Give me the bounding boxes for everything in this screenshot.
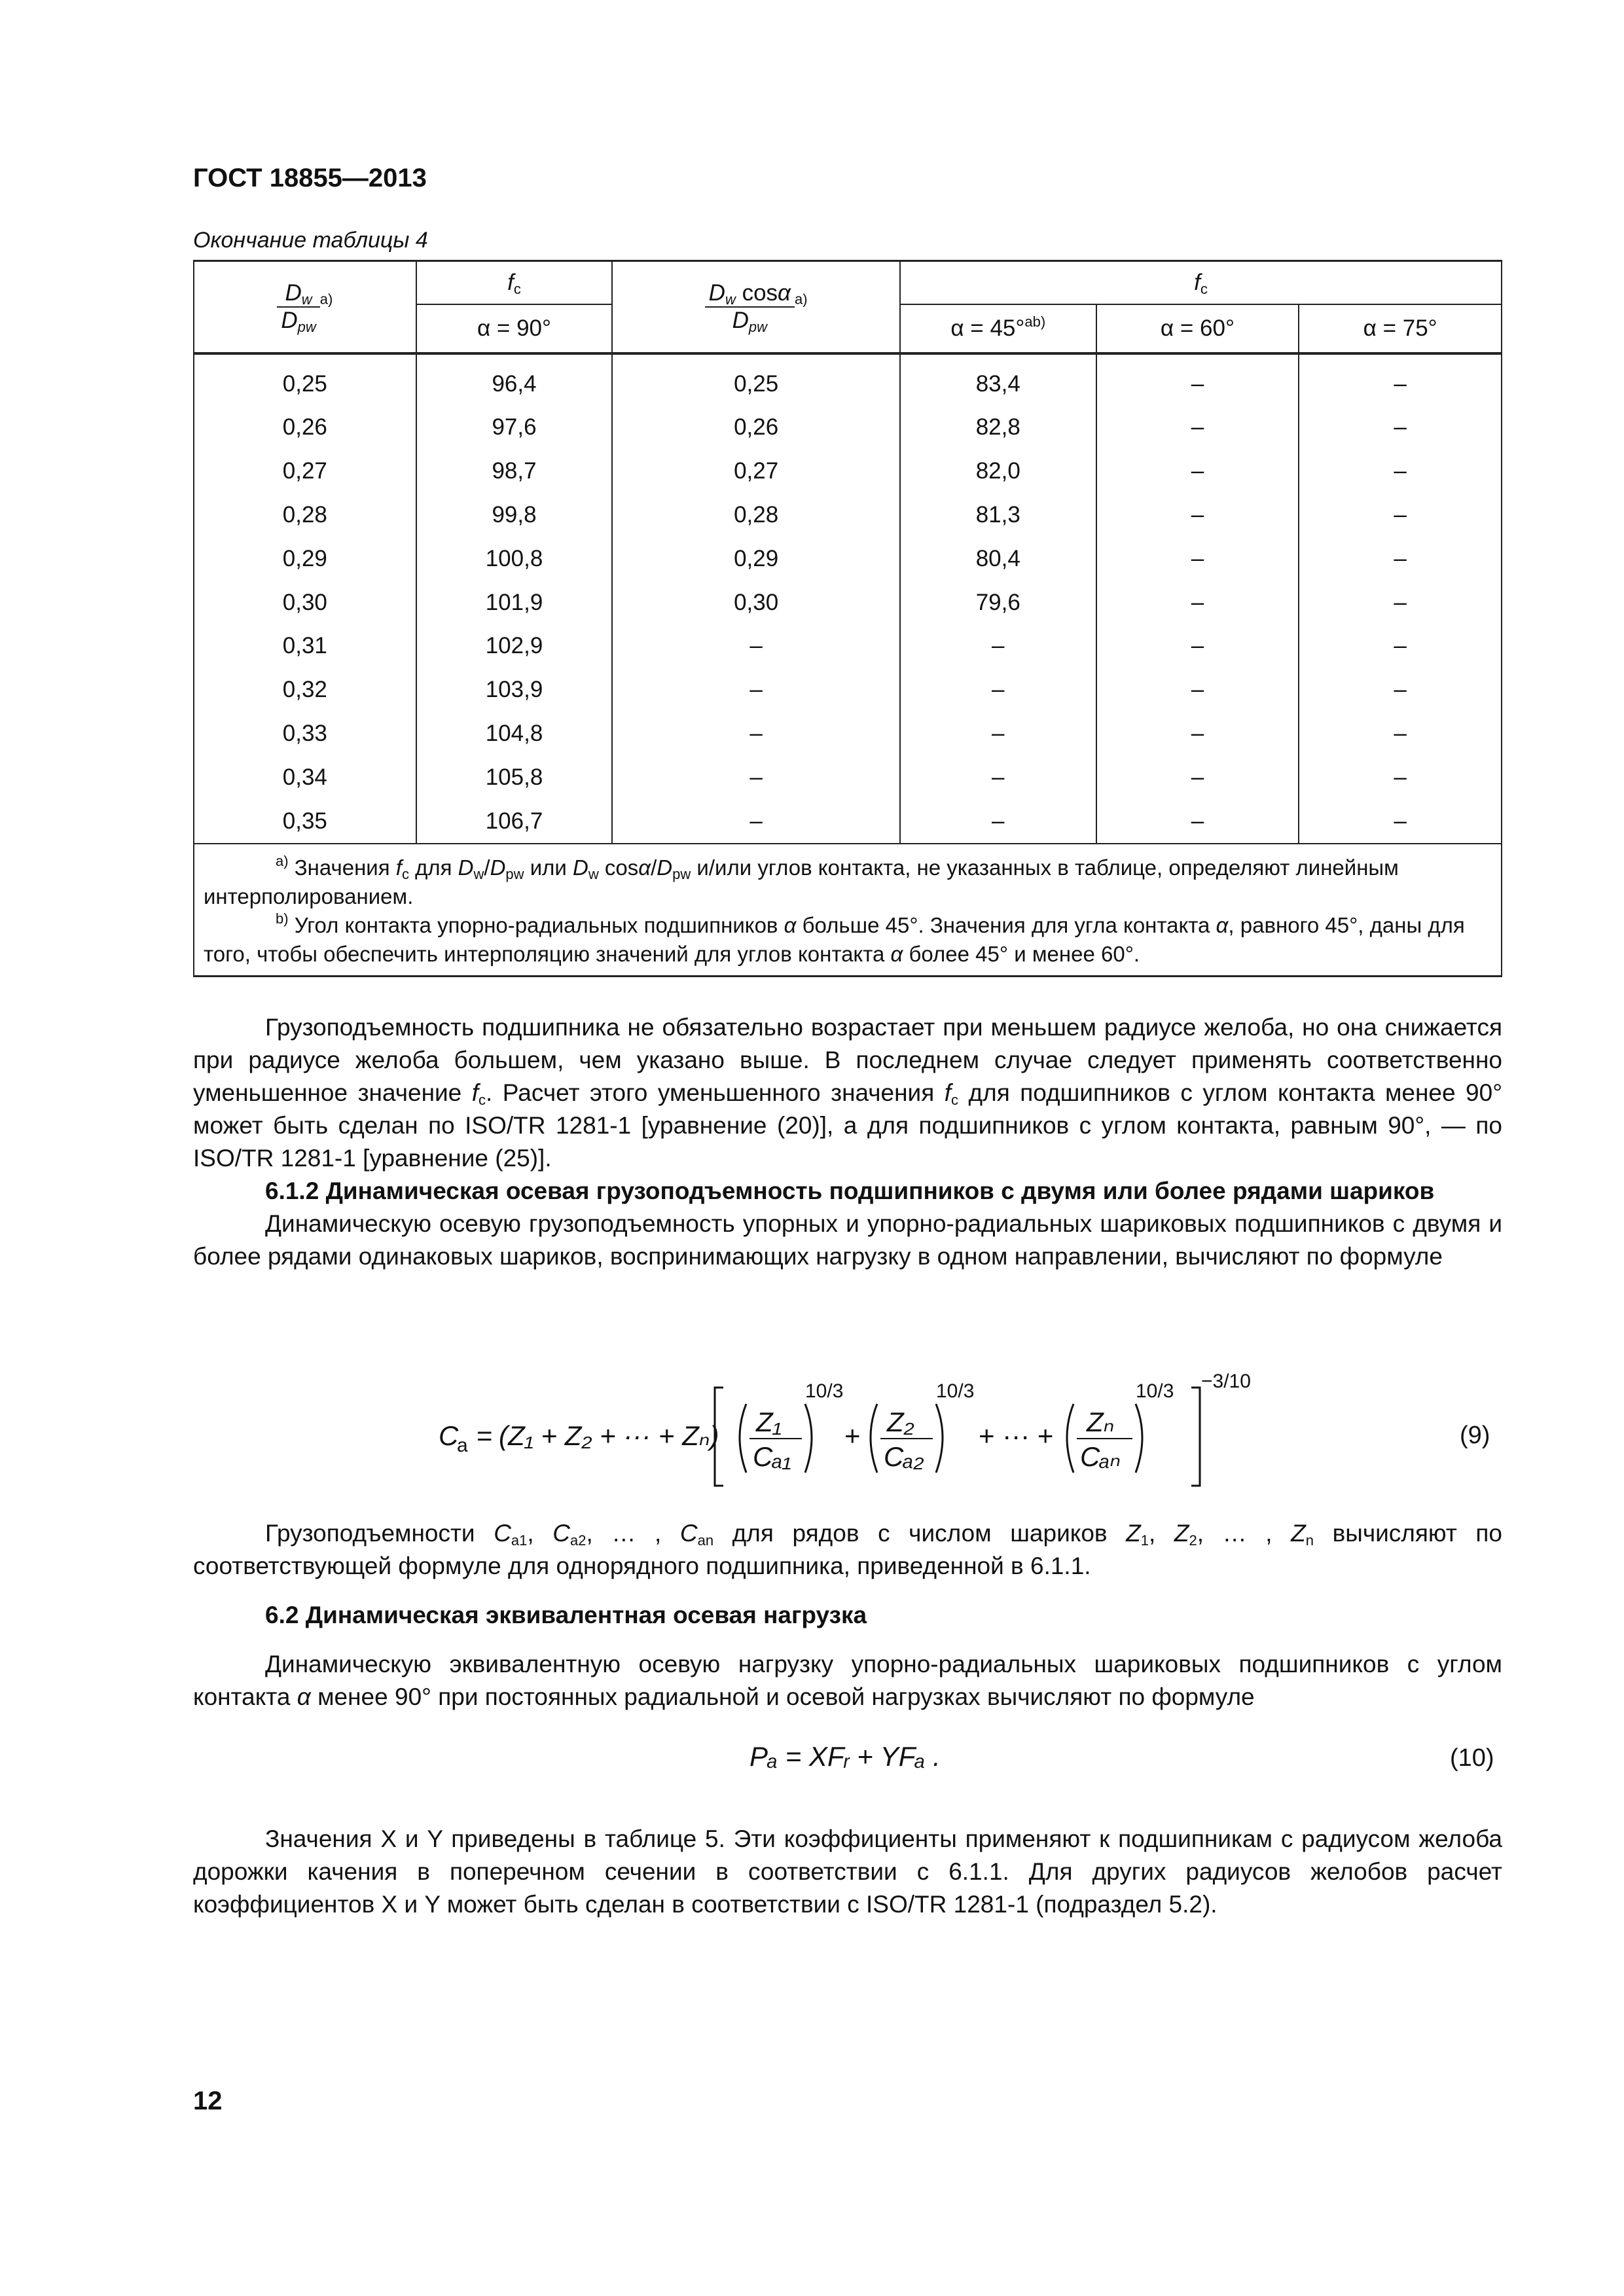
- equation-10: Pₐ = XFᵣ + YFₐ .: [749, 1741, 941, 1772]
- table-cell: 99,8: [416, 493, 613, 537]
- table-cell: –: [612, 668, 900, 712]
- table-cell: –: [1096, 493, 1299, 537]
- table-cell: –: [1299, 353, 1502, 406]
- table-cell: 101,9: [416, 581, 613, 624]
- table-row: [194, 406, 1502, 450]
- table-cell: –: [1299, 668, 1502, 712]
- equation-10-number: (10): [1450, 1744, 1494, 1772]
- table-cell: 0,34: [194, 755, 416, 799]
- table-cell: –: [612, 755, 900, 799]
- document-header: ГОСТ 18855—2013: [193, 164, 427, 192]
- table-cell: 0,31: [194, 624, 416, 668]
- table-row: [194, 668, 1502, 712]
- header-fc-right: $f_c$: [900, 261, 1502, 305]
- table-cell: –: [900, 668, 1096, 712]
- table-row: [194, 755, 1502, 799]
- table-cell: –: [1096, 712, 1299, 756]
- table-cell: 81,3: [900, 493, 1096, 537]
- header-alpha-75: α = 75°: [1299, 304, 1502, 353]
- eq9-lhs-sub: a: [457, 1435, 468, 1456]
- table-cell: –: [1299, 493, 1502, 537]
- table-cell: –: [1096, 353, 1299, 406]
- table-cell: 0,32: [194, 668, 416, 712]
- table-cell: 0,28: [194, 493, 416, 537]
- table-cell: –: [612, 712, 900, 756]
- paragraph-equivalent-load: Динамическую эквивалентную осевую нагрузку упорно-радиальных шариковых подшипников с углом контакта α менее 90° при постоянных радиальной и осевой нагрузках вычисляют по формуле: [193, 1651, 1502, 1710]
- equation-9: [419, 1368, 1335, 1505]
- table-cell: –: [1096, 581, 1299, 624]
- table-cell: 0,29: [612, 537, 900, 581]
- footnote-a: $^{a)}$ Значения $f_c$ для $D_w/D_{pw}$ или $D_w$ cosα/$D_{pw}$ и/или углов контакта, не указанных в таблице, определяют линейным интерполированием.: [204, 852, 1399, 908]
- table-cell: –: [1096, 406, 1299, 450]
- table-cell: 0,35: [194, 799, 416, 844]
- table-cell: –: [1096, 755, 1299, 799]
- table-cell: 97,6: [416, 406, 613, 450]
- table-row: [194, 353, 1502, 406]
- equation-9-number: (9): [1460, 1422, 1490, 1449]
- table-cell: –: [1096, 624, 1299, 668]
- table-cell: 0,30: [194, 581, 416, 624]
- table-cell: 105,8: [416, 755, 613, 799]
- eq9-fn-den: Cₐₙ: [1080, 1441, 1121, 1472]
- paragraph-groove-radius: Грузоподъемность подшипника не обязательно возрастает при меньшем радиусе желоба, но она снижается при радиусе желоба большем, чем указано выше. В последнем случае следует применять соответственно уменьшенное значение $f_c$. Расчет этого уменьшенного значения $f_c$ для подшипников с углом контакта менее 90° может быть сделан по ISO/TR 1281-1 [уравнение (20)], а для подшипников с углом контакта, равным 90°, — по ISO/TR 1281-1 [уравнение (25)]. 6.1.2 Динамическая осевая грузоподъемность подшипников с двумя или более рядами шариков Динамическую осевую грузоподъемность упорных и упорно-радиальных шариковых подшипников с двумя и более рядами одинаковых шариков, воспринимающих нагрузку в одном направлении, вычисляют по формуле: [193, 1011, 1502, 1273]
- table-cell: 0,29: [194, 537, 416, 581]
- table-row: [194, 450, 1502, 493]
- table-cell: 0,33: [194, 712, 416, 756]
- table-cell: –: [1299, 537, 1502, 581]
- table-row: [194, 493, 1502, 537]
- svg-text:+ ··· +: + ··· +: [979, 1420, 1054, 1451]
- eq9-sum: (Z₁ + Z₂ + ··· + Zₙ): [499, 1420, 719, 1451]
- table-footnotes: [194, 844, 1502, 977]
- table-cell: 104,8: [416, 712, 613, 756]
- header-dw-dpw: $\frac{D_w}{D_{pw}}$ $^{a)}$: [194, 261, 416, 354]
- table-cell: –: [1299, 624, 1502, 668]
- table-row: [194, 537, 1502, 581]
- header-alpha-90: α = 90°: [416, 304, 613, 353]
- table-cell: –: [1299, 712, 1502, 756]
- table-cell: –: [612, 624, 900, 668]
- table-cell: 0,26: [612, 406, 900, 450]
- table-cell: 80,4: [900, 537, 1096, 581]
- eq9-right-bracket: [1191, 1388, 1200, 1486]
- table-cell: 0,25: [612, 353, 900, 406]
- table-cell: 0,27: [194, 450, 416, 493]
- header-dw-cos-dpw: $\frac{D_w \cos\alpha}{D_{pw}}$ $^{a)}$: [612, 261, 900, 354]
- table-cell: –: [1096, 450, 1299, 493]
- table-cell: 0,30: [612, 581, 900, 624]
- table-cell: 0,27: [612, 450, 900, 493]
- header-alpha-60: α = 60°: [1096, 304, 1299, 353]
- eq9-f2-den: Cₐ₂: [884, 1441, 924, 1472]
- table-cell: 79,6: [900, 581, 1096, 624]
- footnote-b: $^{b)}$ Угол контакта упорно-радиальных подшипников α больше 45°. Значения для угла контакта α, равного 45°, даны для того, чтобы обеспечить интерполяцию значений для углов контакта α более 45° и менее 60°.: [204, 910, 1465, 966]
- table-cell: –: [900, 799, 1096, 844]
- eq9-f1-num: Z₁: [756, 1407, 782, 1437]
- table-cell: –: [900, 624, 1096, 668]
- svg-text:10/3: 10/3: [936, 1380, 975, 1402]
- table-cell: 106,7: [416, 799, 613, 844]
- table-row: [194, 712, 1502, 756]
- table-cell: 0,25: [194, 353, 416, 406]
- table-cell: 100,8: [416, 537, 613, 581]
- svg-text:10/3: 10/3: [1136, 1380, 1174, 1402]
- table-cell: –: [1096, 799, 1299, 844]
- table-cell: 96,4: [416, 353, 613, 406]
- section-6-2-heading: 6.2 Динамическая эквивалентная осевая нагрузка: [265, 1602, 867, 1628]
- table-cell: 82,0: [900, 450, 1096, 493]
- table-cell: 98,7: [416, 450, 613, 493]
- table-cell: –: [900, 712, 1096, 756]
- table-caption: Окончание таблицы 4: [193, 228, 428, 253]
- table-row: [194, 581, 1502, 624]
- table-cell: 102,9: [416, 624, 613, 668]
- table-cell: –: [1299, 581, 1502, 624]
- table-cell: –: [1299, 799, 1502, 844]
- table-cell: –: [1299, 450, 1502, 493]
- eq9-fn-num: Zₙ: [1087, 1407, 1115, 1437]
- header-alpha-45: α = 45°$^{ab)}$: [900, 304, 1096, 353]
- table-cell: –: [900, 755, 1096, 799]
- paragraph-xy-coefficients: Значения X и Y приведены в таблице 5. Эти коэффициенты применяют к подшипникам с радиусом желоба дорожки качения в поперечном сечении в соответствии с 6.1.1. Для других радиусов желобов расчет коэффициентов X и Y может быть сделан в соответствии с ISO/TR 1281-1 (подраздел 5.2).: [193, 1825, 1502, 1918]
- table-cell: 0,26: [194, 406, 416, 450]
- eq9-lhs: C: [439, 1420, 459, 1451]
- eq9-equals: =: [477, 1420, 493, 1451]
- table-cell: –: [1299, 406, 1502, 450]
- header-fc-left: $f_c$: [416, 261, 613, 305]
- table-cell: –: [1096, 668, 1299, 712]
- page-number: 12: [193, 2087, 223, 2115]
- section-6-2: [193, 1599, 1502, 1632]
- svg-text:+: +: [844, 1420, 861, 1451]
- table-cell: –: [1096, 537, 1299, 581]
- table-cell: 103,9: [416, 668, 613, 712]
- table-4: [193, 260, 1502, 977]
- section-6-1-2-heading: 6.1.2 Динамическая осевая грузоподъемность подшипников с двумя или более рядами шариков: [265, 1177, 1435, 1204]
- eq9-f1-den: Cₐ₁: [753, 1441, 791, 1472]
- table-cell: –: [612, 799, 900, 844]
- table-cell: 0,28: [612, 493, 900, 537]
- table-row: [194, 799, 1502, 844]
- table-cell: –: [1299, 755, 1502, 799]
- svg-text:10/3: 10/3: [805, 1380, 844, 1402]
- table-row: [194, 624, 1502, 668]
- table-cell: 83,4: [900, 353, 1096, 406]
- svg-text:−3/10: −3/10: [1201, 1371, 1251, 1392]
- paragraph-row-capacities: Грузоподъемности $C_{a1}$, $C_{a2}$, … , $C_{an}$ для рядов с числом шариков $Z_1$, $Z_2$, … , $Z_n$ вычисляют по соответствующей формуле для однорядного подшипника, приведенной в 6.1.1.: [193, 1520, 1502, 1579]
- eq9-f2-num: Z₂: [887, 1407, 914, 1437]
- table-cell: 82,8: [900, 406, 1096, 450]
- paragraph-multi-row: Динамическую осевую грузоподъемность упорных и упорно-радиальных шариковых подшипников с двумя и более рядами одинаковых шариков, воспринимающих нагрузку в одном направлении, вычисляют по формуле: [193, 1210, 1502, 1270]
